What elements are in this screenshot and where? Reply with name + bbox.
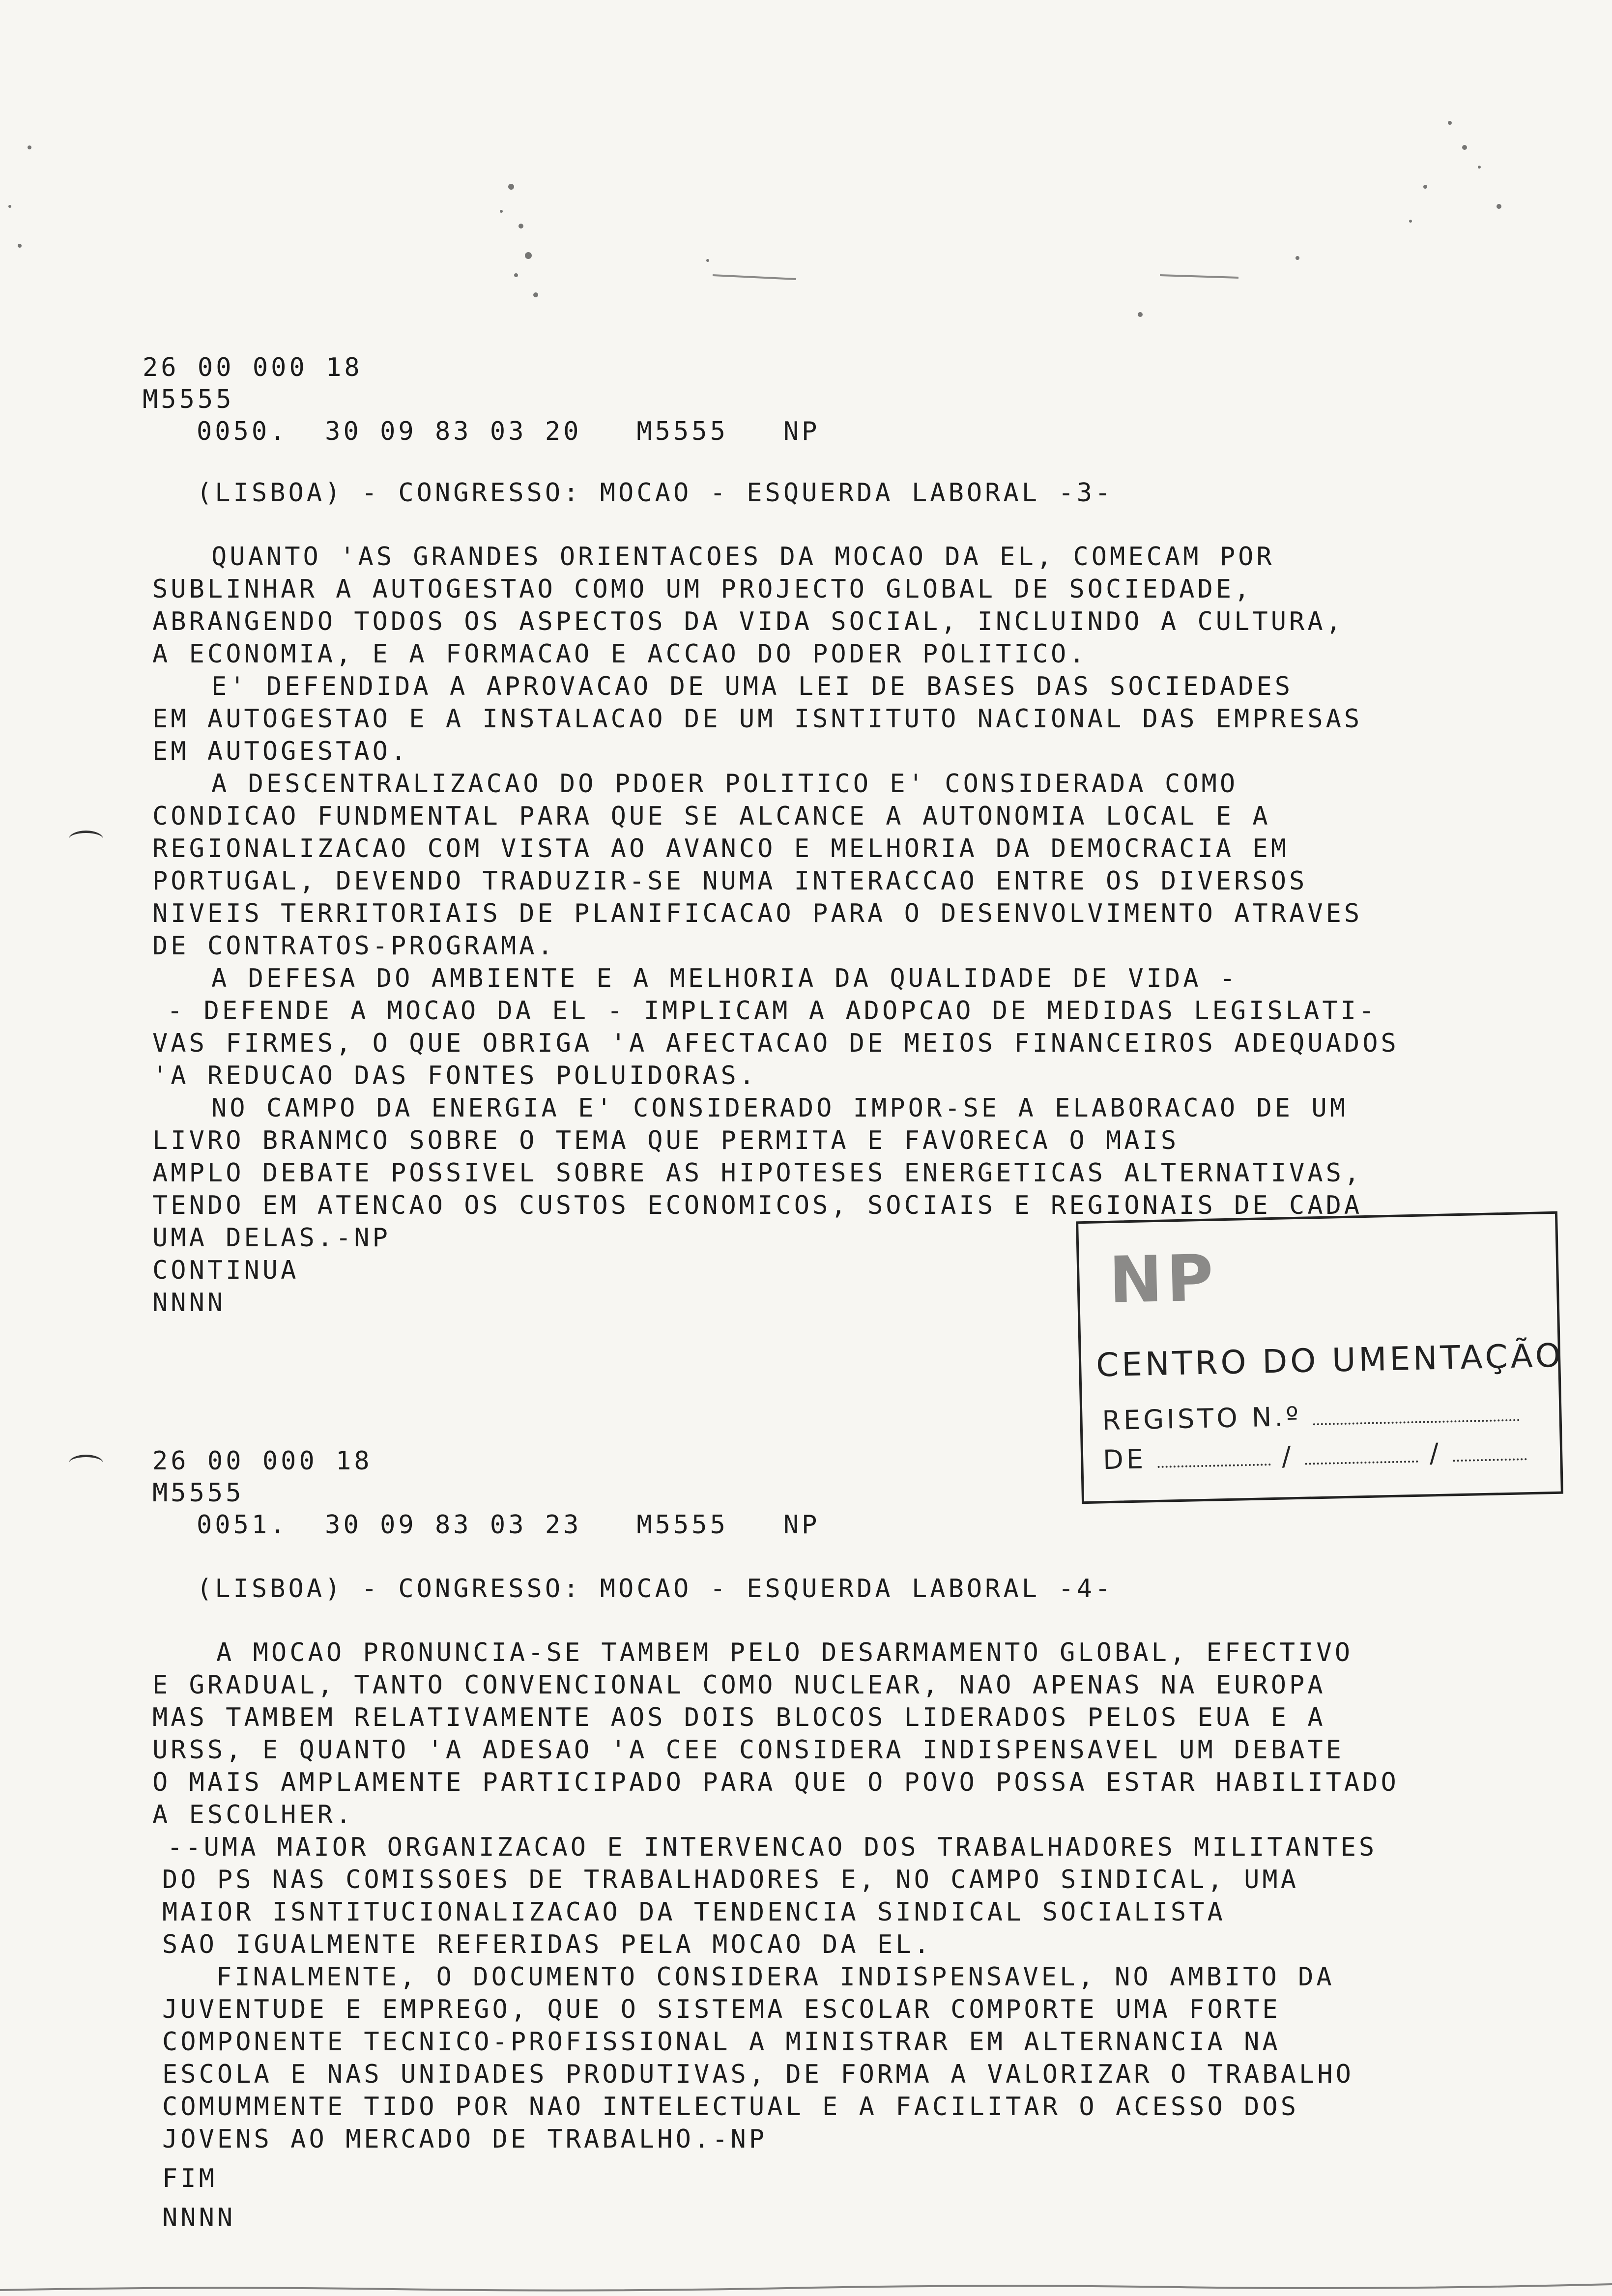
- dispatch1-body-line: REGIONALIZACAO COM VISTA AO AVANCO E MELHORIA DA DEMOCRACIA EM: [152, 834, 1290, 863]
- dispatch1-body-line: NO CAMPO DA ENERGIA E' CONSIDERADO IMPOR-SE A ELABORACAO DE UM: [211, 1093, 1349, 1123]
- dispatch1-body-line: A DEFESA DO AMBIENTE E A MELHORIA DA QUALIDADE DE VIDA -: [211, 964, 1238, 993]
- dispatch1-body-line: EM AUTOGESTAO.: [152, 737, 409, 766]
- stamp-center-text: CENTRO DO UMENTAÇÃO: [1095, 1336, 1564, 1384]
- dispatch1-body-line: EM AUTOGESTAO E A INSTALACAO DE UM ISNTITUTO NACIONAL DAS EMPRESAS: [152, 704, 1363, 734]
- dispatch1-body-line: UMA DELAS.-NP: [152, 1223, 391, 1253]
- dispatch1-header-line: 0050. 30 09 83 03 20 M5555 NP: [197, 417, 820, 446]
- punch-mark: [69, 1455, 103, 1472]
- dispatch2-header-line: 0051. 30 09 83 03 23 M5555 NP: [197, 1510, 820, 1540]
- dispatch2-end-marker: NNNN: [162, 2203, 236, 2233]
- dispatch2-body-line: COMPONENTE TECNICO-PROFISSIONAL A MINISTRAR EM ALTERNANCIA NA: [162, 2027, 1281, 2057]
- dispatch1-body-line: CONDICAO FUNDMENTAL PARA QUE SE ALCANCE A AUTONOMIA LOCAL E A: [152, 802, 1271, 831]
- dispatch1-body-line: - DEFENDE A MOCAO DA EL - IMPLICAM A ADOPCAO DE MEDIDAS LEGISLATI-: [167, 996, 1378, 1026]
- dispatch2-body-line: MAS TAMBEM RELATIVAMENTE AOS DOIS BLOCOS LIDERADOS PELOS EUA E A: [152, 1703, 1326, 1732]
- dispatch2-body-line: JUVENTUDE E EMPREGO, QUE O SISTEMA ESCOLAR COMPORTE UMA FORTE: [162, 1995, 1281, 2024]
- stamp-logo: NP: [1108, 1240, 1218, 1318]
- dispatch1-end-marker: NNNN: [152, 1288, 226, 1318]
- dispatch1-header-line: M5555: [143, 385, 234, 414]
- dispatch1-body-line: VAS FIRMES, O QUE OBRIGA 'A AFECTACAO DE MEIOS FINANCEIROS ADEQUADOS: [152, 1029, 1399, 1058]
- dispatch2-fim: FIM: [162, 2164, 217, 2193]
- dispatch1-body-line: AMPLO DEBATE POSSIVEL SOBRE AS HIPOTESES ENERGETICAS ALTERNATIVAS,: [152, 1158, 1363, 1188]
- dispatch2-body-line: E GRADUAL, TANTO CONVENCIONAL COMO NUCLEAR, NAO APENAS NA EUROPA: [152, 1670, 1326, 1700]
- dispatch1-body-line: PORTUGAL, DEVENDO TRADUZIR-SE NUMA INTERACCAO ENTRE OS DIVERSOS: [152, 866, 1308, 896]
- dispatch1-body-line: QUANTO 'AS GRANDES ORIENTACOES DA MOCAO DA EL, COMECAM POR: [211, 542, 1275, 572]
- dispatch1-body-line: E' DEFENDIDA A APROVACAO DE UMA LEI DE BASES DAS SOCIEDADES: [211, 672, 1294, 701]
- dispatch2-body-line: O MAIS AMPLAMENTE PARTICIPADO PARA QUE O POVO POSSA ESTAR HABILITADO: [152, 1768, 1399, 1797]
- dispatch1-title: (LISBOA) - CONGRESSO: MOCAO - ESQUERDA LABORAL -3-: [197, 478, 1114, 508]
- punch-mark: [69, 831, 103, 848]
- dispatch2-body-line: FINALMENTE, O DOCUMENTO CONSIDERA INDISPENSAVEL, NO AMBITO DA: [216, 1962, 1335, 1992]
- dispatch2-body-line: JOVENS AO MERCADO DE TRABALHO.-NP: [162, 2124, 768, 2154]
- dispatch2-body-line: URSS, E QUANTO 'A ADESAO 'A CEE CONSIDERA INDISPENSAVEL UM DEBATE: [152, 1735, 1344, 1765]
- dispatch1-body-line: TENDO EM ATENCAO OS CUSTOS ECONOMICOS, SOCIAIS E REGIONAIS DE CADA: [152, 1191, 1363, 1220]
- dispatch1-body-line: 'A REDUCAO DAS FONTES POLUIDORAS.: [152, 1061, 758, 1091]
- dispatch2-header-line: M5555: [152, 1478, 244, 1508]
- dispatch1-body-line: A ECONOMIA, E A FORMACAO E ACCAO DO PODER POLITICO.: [152, 639, 1088, 669]
- scan-noise: [0, 0, 1612, 319]
- stamp-registo-label: REGISTO N.º: [1101, 1401, 1302, 1436]
- dispatch2-body-line: A ESCOLHER.: [152, 1800, 354, 1830]
- dispatch2-header-line: 26 00 000 18: [152, 1446, 373, 1476]
- dispatch2-body-line: ESCOLA E NAS UNIDADES PRODUTIVAS, DE FORMA A VALORIZAR O TRABALHO: [162, 2060, 1354, 2089]
- stamp-de-label: DE: [1102, 1443, 1147, 1476]
- dispatch2-body-line: DO PS NAS COMISSOES DE TRABALHADORES E, NO CAMPO SINDICAL, UMA: [162, 1865, 1299, 1894]
- dispatch1-body-line: ABRANGENDO TODOS OS ASPECTOS DA VIDA SOCIAL, INCLUINDO A CULTURA,: [152, 607, 1344, 636]
- dispatch2-body-line: --UMA MAIOR ORGANIZACAO E INTERVENCAO DOS TRABALHADORES MILITANTES: [167, 1833, 1378, 1862]
- stamp-registo-row: [1102, 1397, 1520, 1436]
- dispatch2-body-line: SAO IGUALMENTE REFERIDAS PELA MOCAO DA EL.: [162, 1930, 932, 1959]
- dispatch1-header-line: 26 00 000 18: [143, 353, 363, 382]
- dispatch1-body-line: A DESCENTRALIZACAO DO PDOER POLITICO E' CONSIDERADA COMO: [211, 769, 1238, 799]
- dispatch2-body-line: MAIOR ISNTITUCIONALIZACAO DA TENDENCIA SINDICAL SOCIALISTA: [162, 1897, 1226, 1927]
- documentation-stamp: [1076, 1211, 1563, 1504]
- dispatch1-body-line: DE CONTRATOS-PROGRAMA.: [152, 931, 556, 961]
- dispatch2-title: (LISBOA) - CONGRESSO: MOCAO - ESQUERDA LABORAL -4-: [197, 1574, 1114, 1604]
- stamp-de-row: DE / /: [1103, 1435, 1527, 1475]
- dispatch2-body-line: A MOCAO PRONUNCIA-SE TAMBEM PELO DESARMAMENTO GLOBAL, EFECTIVO: [216, 1638, 1353, 1667]
- dispatch1-body-line: SUBLINHAR A AUTOGESTAO COMO UM PROJECTO GLOBAL DE SOCIEDADE,: [152, 574, 1253, 604]
- dispatch1-continua: CONTINUA: [152, 1256, 299, 1285]
- dispatch2-body-line: COMUMMENTE TIDO POR NAO INTELECTUAL E A FACILITAR O ACESSO DOS: [162, 2092, 1299, 2122]
- dispatch1-body-line: NIVEIS TERRITORIAIS DE PLANIFICACAO PARA O DESENVOLVIMENTO ATRAVES: [152, 899, 1363, 928]
- dispatch1-body-line: LIVRO BRANMCO SOBRE O TEMA QUE PERMITA E FAVORECA O MAIS: [152, 1126, 1180, 1155]
- page-bottom-edge: [0, 2275, 1612, 2296]
